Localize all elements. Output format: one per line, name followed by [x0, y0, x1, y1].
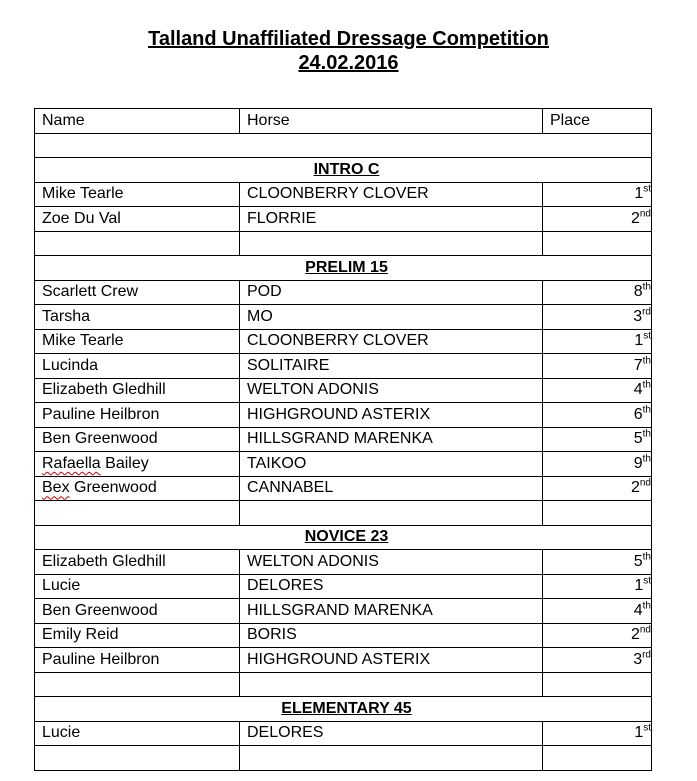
rider-name-cell [35, 476, 240, 501]
horse-name: HILLSGRAND MARENKA [240, 427, 543, 452]
rider-name: Bex Greenwood [42, 479, 157, 497]
table-row [35, 207, 652, 232]
horse-name: CANNABEL [240, 476, 543, 501]
place-number: 7 [633, 356, 643, 374]
blank-cell [35, 231, 240, 256]
blank-cell [35, 501, 240, 526]
blank-cell [240, 231, 543, 256]
place-number: 8 [633, 283, 643, 301]
place-suffix: th [642, 281, 651, 293]
horse-name: DELORES [240, 721, 543, 746]
place-number: 1 [634, 332, 644, 350]
document-title: Talland Unaffiliated Dressage Competition [148, 28, 549, 50]
rider-name: Rafaella Bailey [42, 454, 149, 472]
rider-name: Mike Tearle [42, 185, 124, 203]
place-suffix: th [642, 428, 651, 440]
horse-name: HIGHGROUND ASTERIX [240, 403, 543, 428]
rider-name: Elizabeth Gledhill [42, 381, 166, 399]
place-number: 9 [633, 454, 643, 472]
table-row [35, 623, 652, 648]
section-heading: INTRO C [35, 158, 652, 183]
place-number: 4 [633, 381, 643, 399]
horse-name: CLOONBERRY CLOVER [240, 182, 543, 207]
table-row [35, 403, 652, 428]
blank-cell [543, 746, 652, 771]
place-number: 1 [634, 185, 644, 203]
rider-name: Pauline Heilbron [42, 650, 160, 668]
table-row [35, 329, 652, 354]
table-row [35, 427, 652, 452]
place-cell [543, 403, 652, 428]
rider-name-cell [35, 280, 240, 305]
place-cell [543, 207, 652, 232]
place-cell [543, 721, 652, 746]
rider-name-cell [35, 305, 240, 330]
blank-cell [543, 231, 652, 256]
blank-cell [35, 672, 240, 697]
table-row [35, 574, 652, 599]
rider-name: Lucinda [42, 356, 99, 374]
rider-name: Ben Greenwood [42, 430, 158, 448]
place-suffix: nd [639, 208, 651, 220]
place-number: 3 [633, 650, 643, 668]
blank-row [35, 672, 652, 697]
place-suffix: th [642, 379, 651, 391]
rider-name-cell [35, 329, 240, 354]
horse-name: BORIS [240, 623, 543, 648]
rider-name-cell [35, 207, 240, 232]
spacer-row [35, 133, 652, 158]
place-cell [543, 550, 652, 575]
place-cell [543, 574, 652, 599]
horse-name: TAIKOO [240, 452, 543, 477]
place-suffix: st [643, 330, 651, 342]
place-suffix: rd [642, 649, 651, 661]
rider-name: Pauline Heilbron [42, 405, 160, 423]
table-row [35, 305, 652, 330]
place-suffix: th [642, 404, 651, 416]
horse-name: WELTON ADONIS [240, 550, 543, 575]
place-number: 4 [633, 601, 643, 619]
blank-cell [543, 501, 652, 526]
place-suffix: st [643, 575, 651, 587]
place-cell [543, 648, 652, 673]
horse-name: MO [240, 305, 543, 330]
place-suffix: th [642, 551, 651, 563]
table-row [35, 182, 652, 207]
table-row [35, 648, 652, 673]
blank-row [35, 231, 652, 256]
table-row [35, 452, 652, 477]
place-number: 2 [630, 479, 640, 497]
rider-name-cell [35, 574, 240, 599]
rider-name: Ben Greenwood [42, 601, 158, 619]
column-header-name: Name [35, 109, 240, 134]
rider-name-cell [35, 648, 240, 673]
rider-name: Mike Tearle [42, 332, 124, 350]
horse-name: SOLITAIRE [240, 354, 543, 379]
section-row [35, 256, 652, 281]
blank-cell [543, 672, 652, 697]
rider-name-cell [35, 550, 240, 575]
blank-row [35, 746, 652, 771]
place-suffix: th [642, 600, 651, 612]
place-suffix: nd [639, 624, 651, 636]
table-row [35, 354, 652, 379]
section-row [35, 158, 652, 183]
place-cell [543, 623, 652, 648]
table-header-row [35, 109, 652, 134]
horse-name: DELORES [240, 574, 543, 599]
document-date: 24.02.2016 [298, 52, 399, 74]
horse-name: POD [240, 280, 543, 305]
column-header-horse: Horse [240, 109, 543, 134]
place-suffix: nd [639, 477, 651, 489]
place-suffix: th [642, 453, 651, 465]
place-number: 5 [633, 552, 643, 570]
horse-name: CLOONBERRY CLOVER [240, 329, 543, 354]
blank-row [35, 501, 652, 526]
place-cell [543, 329, 652, 354]
place-cell [543, 599, 652, 624]
place-cell [543, 452, 652, 477]
rider-name: Tarsha [42, 307, 91, 325]
column-header-place: Place [543, 109, 652, 134]
rider-name-cell [35, 354, 240, 379]
horse-name: HIGHGROUND ASTERIX [240, 648, 543, 673]
section-heading: NOVICE 23 [35, 525, 652, 550]
table-row [35, 378, 652, 403]
results-table-body [35, 109, 652, 771]
place-cell [543, 182, 652, 207]
place-suffix: st [643, 183, 651, 195]
horse-name: WELTON ADONIS [240, 378, 543, 403]
rider-name: Lucie [42, 724, 81, 742]
blank-cell [35, 746, 240, 771]
table-row [35, 599, 652, 624]
blank-cell [240, 672, 543, 697]
section-row [35, 697, 652, 722]
rider-name-cell [35, 721, 240, 746]
rider-name: Lucie [42, 577, 81, 595]
spacer-cell [35, 133, 652, 158]
place-cell [543, 280, 652, 305]
blank-cell [240, 746, 543, 771]
place-cell [543, 476, 652, 501]
rider-name-cell [35, 378, 240, 403]
section-row [35, 525, 652, 550]
rider-name: Scarlett Crew [42, 283, 139, 301]
place-suffix: rd [642, 306, 651, 318]
rider-name-cell [35, 427, 240, 452]
place-cell [543, 354, 652, 379]
place-number: 2 [630, 626, 640, 644]
place-number: 1 [634, 724, 644, 742]
place-cell [543, 305, 652, 330]
place-suffix: th [642, 355, 651, 367]
rider-name: Zoe Du Val [42, 209, 121, 227]
place-number: 5 [633, 430, 643, 448]
section-heading: ELEMENTARY 45 [35, 697, 652, 722]
rider-name: Emily Reid [42, 626, 119, 644]
rider-name-cell [35, 182, 240, 207]
table-row [35, 721, 652, 746]
place-cell [543, 378, 652, 403]
place-number: 1 [634, 577, 644, 595]
table-row [35, 280, 652, 305]
place-number: 2 [630, 209, 640, 227]
rider-name: Elizabeth Gledhill [42, 552, 166, 570]
results-table [34, 108, 652, 771]
section-heading: PRELIM 15 [35, 256, 652, 281]
place-number: 3 [633, 307, 643, 325]
horse-name: FLORRIE [240, 207, 543, 232]
rider-name-cell [35, 599, 240, 624]
table-row [35, 476, 652, 501]
table-row [35, 550, 652, 575]
rider-name-cell [35, 452, 240, 477]
place-cell [543, 427, 652, 452]
place-suffix: st [643, 722, 651, 734]
horse-name: HILLSGRAND MARENKA [240, 599, 543, 624]
blank-cell [240, 501, 543, 526]
place-number: 6 [633, 405, 643, 423]
rider-name-cell [35, 623, 240, 648]
rider-name-cell [35, 403, 240, 428]
